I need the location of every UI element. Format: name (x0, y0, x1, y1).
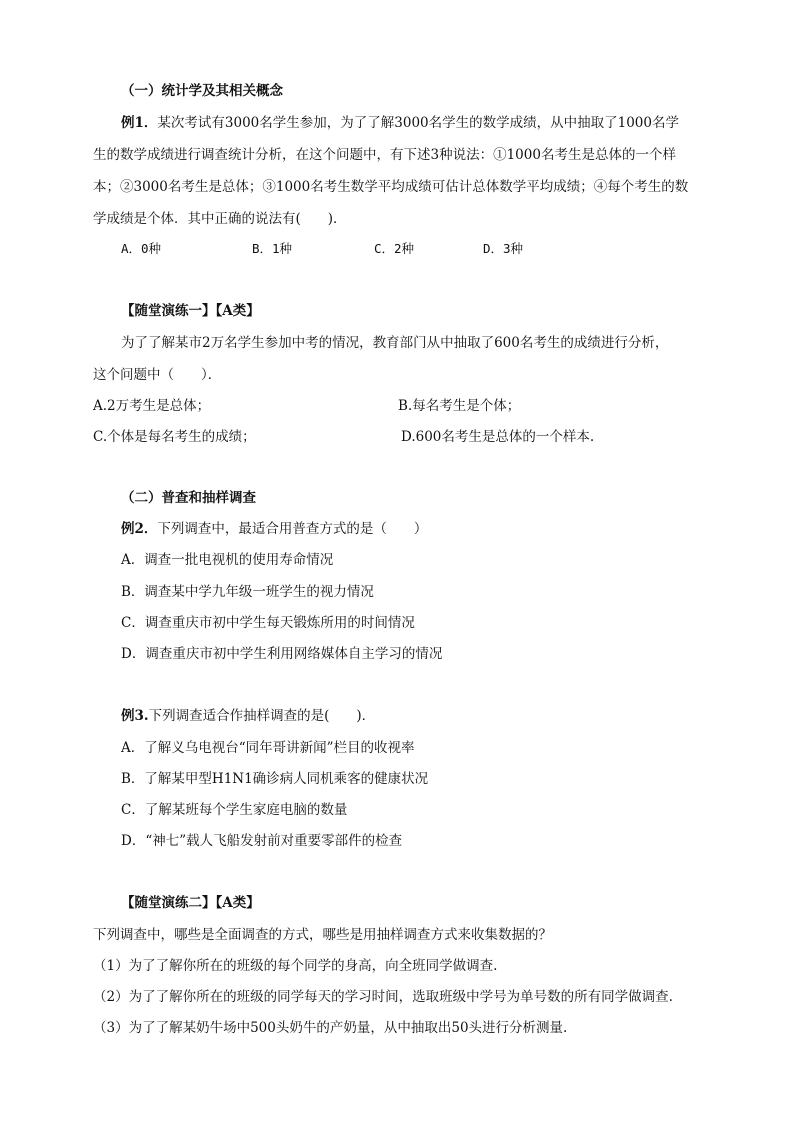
example3-option-c: C．了解某班每个学生家庭电脑的数量 (121, 802, 348, 818)
practice2-question: 下列调查中，哪些是全面调查的方式，哪些是用抽样调查方式来收集数据的？ (93, 927, 552, 943)
example3-text: 下列调查适合作抽样调查的是( )． (148, 708, 376, 724)
example1-line2: 生的数学成绩进行调查统计分析，在这个问题中，有下述3种说法：①1000名考生是总体的一个样 (93, 147, 676, 163)
example3-question (121, 707, 375, 725)
example3-label: 例3. (121, 708, 149, 724)
example1-line3: 本；②3000名考生是总体；③1000名考生数学平均成绩可估计总体数学平均成绩；④每个考生的数 (93, 179, 689, 195)
example3-option-d: D．“神七”载人飞船发射前对重要零部件的检查 (121, 833, 403, 849)
example2-option-b: B．调查某中学九年级一班学生的视力情况 (121, 584, 374, 600)
example2-text: 下列调查中，最适合用普查方式的是（ ） (157, 521, 428, 537)
practice2-item-3: （3）为了了解某奶牛场中500头奶牛的产奶量，从中抽取出50头进行分析测量. (93, 1020, 568, 1036)
example1-line1 (121, 114, 679, 132)
practice1-line2: 这个问题中（ ）． (93, 367, 222, 383)
example2-option-d: D．调查重庆市初中学生利用网络媒体自主学习的情况 (121, 646, 443, 662)
practice1-line1: 为了了解某市2万名学生参加中考的情况，教育部门从中抽取了600名考生的成绩进行分析， (121, 335, 669, 351)
practice2-heading: 【随堂演练二】【A类】 (121, 895, 260, 911)
practice2-item-2: （2）为了了解你所在的班级的同学每天的学习时间，选取班级中学号为单号数的所有同学做调查. (93, 989, 673, 1005)
example1-option-c: C．2种 (374, 241, 415, 256)
example3-option-a: A．了解义乌电视台“同年哥讲新闻”栏目的收视率 (121, 740, 415, 756)
example1-label: 例1． (121, 115, 158, 131)
example1-text-line1: 某次考试有3000名学生参加，为了了解3000名学生的数学成绩，从中抽取了1000名学 (157, 115, 679, 131)
practice1-heading: 【随堂演练一】【A类】 (121, 303, 260, 319)
example1-option-d: D．3种 (483, 241, 524, 256)
practice1-option-c: C.个体是每名考生的成绩； (93, 429, 256, 445)
section1-heading: （一）统计学及其相关概念 (121, 83, 283, 99)
example2-question (121, 520, 427, 538)
practice1-option-a: A.2万考生是总体； (93, 398, 211, 414)
practice1-option-b: B.每名考生是个体； (398, 398, 521, 414)
practice2-item-1: （1）为了了解你所在的班级的每个同学的身高，向全班同学做调查. (93, 958, 498, 974)
example2-option-c: C．调查重庆市初中学生每天锻炼所用的时间情况 (121, 615, 415, 631)
example1-option-a: A．0种 (121, 241, 162, 256)
example2-label: 例2． (121, 521, 158, 537)
example1-option-b: B．1种 (252, 241, 293, 256)
section2-heading: （二）普查和抽样调查 (121, 490, 256, 506)
practice1-option-d: D.600名考生是总体的一个样本. (401, 429, 595, 445)
example3-option-b: B．了解某甲型H1N1确诊病人同机乘客的健康状况 (121, 771, 429, 787)
example2-option-a: A．调查一批电视机的使用寿命情况 (121, 552, 334, 568)
example1-line4: 学成绩是个体．其中正确的说法有( )． (93, 211, 347, 227)
